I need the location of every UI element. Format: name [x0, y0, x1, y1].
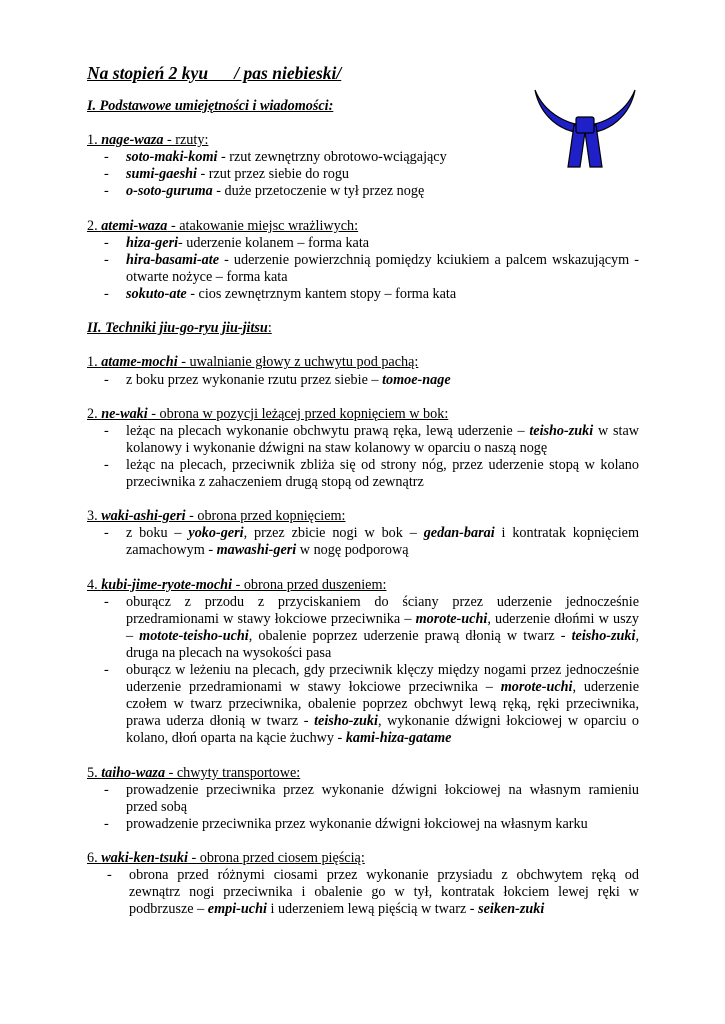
technique-term: yoko-geri [188, 525, 244, 542]
item-text: oburącz w leżeniu na plecach, gdy przeciwnik klęczy między nogami przez jednocześnie uderzenie przedramionami w stawy łokciowe przeciwnika – [126, 662, 639, 696]
technique-group [87, 577, 639, 748]
group-term: waki-ken-tsuki [101, 850, 188, 867]
bullet-dash-icon: - [104, 286, 109, 303]
technique-list [87, 372, 639, 389]
item-text: - rzut zewnętrzny obrotowo-wciągający [217, 149, 447, 166]
technique-term: teisho-zuki [314, 713, 378, 730]
bullet-dash-icon: - [104, 525, 109, 542]
bullet-dash-icon: - [104, 371, 109, 388]
item-text: , druga na plecach na wysokości pasa [126, 627, 640, 661]
technique-term: tomoe-nage [382, 371, 451, 388]
item-text: i kontratak kopnięciem zamachowym - [126, 525, 639, 559]
bullet-dash-icon: - [107, 867, 112, 884]
bullet-dash-icon: - [104, 815, 109, 832]
group-number: 5. [87, 764, 102, 781]
technique-term: gedan-barai [423, 525, 495, 542]
item-text: , obalenie poprzez uderzenie prawą dłonią w twarz - [248, 627, 572, 644]
technique-list [87, 525, 639, 559]
technique-list [87, 867, 639, 918]
technique-list [87, 423, 639, 491]
group-number: 2. [87, 405, 102, 422]
bullet-dash-icon: - [104, 234, 109, 251]
group-description: - rzuty: [163, 132, 209, 149]
list-item [87, 252, 639, 286]
group-heading [87, 354, 639, 371]
list-item [87, 166, 639, 183]
item-text: - cios zewnętrznym kantem stopy – forma kata [186, 286, 457, 303]
group-description: - chwyty transportowe: [165, 764, 301, 781]
item-text: prowadzenie przeciwnika przez wykonanie dźwigni łokciowej na własnym ramieniu przed sobą [126, 781, 639, 815]
list-item [87, 149, 639, 166]
technique-group [87, 508, 639, 559]
section-heading-1: I. Podstawowe umiejętności i wiadomości: [87, 98, 334, 114]
technique-list [87, 149, 639, 200]
list-item [87, 525, 639, 559]
technique-term: teisho-zuki [529, 422, 594, 439]
group-description: - obrona w pozycji leżącej przed kopnięciem w bok: [147, 405, 449, 422]
bullet-dash-icon: - [104, 166, 109, 183]
list-item [87, 594, 639, 662]
list-item [87, 183, 639, 200]
list-item [87, 816, 639, 833]
list-item [87, 782, 639, 816]
group-description: - obrona przed ciosem pięścią: [187, 850, 365, 867]
group-number: 6. [87, 850, 102, 867]
item-text: , uderzenie czołem w twarz przeciwnika, obalenie poprzez obchwyt lewą ręką, ręki przeciwnika, prawa uderza dłonią w twarz - [126, 679, 640, 730]
technique-term: teisho-zuki [571, 627, 636, 644]
item-text: i uderzeniem lewą pięścią w twarz - [266, 901, 479, 918]
technique-term: motote-teisho-uchi [139, 627, 249, 644]
item-text: - rzut przez siebie do rogu [196, 166, 350, 183]
group-number: 3. [87, 508, 102, 525]
item-text: z boku przez wykonanie rzutu przez siebie – [126, 371, 383, 388]
group-term: ne-waki [101, 405, 148, 422]
item-text: , przez zbicie nogi w bok – [243, 525, 424, 542]
item-text: obrona przed różnymi ciosami przez wykonanie przysiadu z obchwytem ręką od zewnątrz nogi przeciwnika i obalenie go w tył, kontratak łokciem lewej ręki w podbrzusze – [129, 867, 639, 918]
group-heading [87, 406, 639, 423]
group-number: 1. [87, 132, 102, 149]
bullet-dash-icon: - [104, 662, 109, 679]
group-description: - obrona przed kopnięciem: [185, 508, 346, 525]
list-item [87, 286, 639, 303]
bullet-dash-icon: - [104, 183, 109, 200]
group-heading [87, 218, 639, 235]
technique-term: sumi-gaeshi [126, 166, 197, 183]
group-heading [87, 132, 639, 149]
group-heading [87, 765, 639, 782]
group-term: nage-waza [101, 132, 164, 149]
bullet-dash-icon: - [104, 149, 109, 166]
item-text: , uderzenie dłońmi w uszy – [126, 610, 640, 644]
item-text: oburącz z przodu z przyciskaniem do ściany przez uderzenie jednocześnie przedramionami w stawy łokciowe przeciwnika – [126, 593, 639, 627]
item-text: - duże przetoczenie w tył przez nogę [212, 183, 425, 200]
group-heading [87, 850, 639, 867]
list-item [87, 235, 639, 252]
item-text: w nogę podporową [296, 542, 409, 559]
bullet-dash-icon: - [104, 422, 109, 439]
group-number: 1. [87, 354, 102, 371]
technique-term: empi-uchi [207, 901, 267, 918]
technique-group [87, 406, 639, 491]
technique-term: hira-basami-ate [126, 251, 220, 268]
item-text: - uderzenie powierzchnią pomiędzy kciukiem a palcem wskazującym -otwarte nożyce – forma kata [126, 251, 639, 285]
list-item [87, 867, 639, 918]
group-number: 2. [87, 217, 102, 234]
bullet-dash-icon: - [104, 781, 109, 798]
item-text: prowadzenie przeciwnika przez wykonanie dźwigni łokciowej na własnym karku [126, 815, 588, 832]
technique-term: hiza-geri [126, 234, 179, 251]
bullet-dash-icon: - [104, 251, 109, 268]
technique-list [87, 594, 639, 748]
group-term: waki-ashi-geri [101, 508, 186, 525]
technique-list [87, 782, 639, 833]
technique-list [87, 235, 639, 303]
technique-term: morote-uchi [500, 679, 573, 696]
group-number: 4. [87, 576, 102, 593]
content-body [87, 98, 639, 936]
technique-group [87, 218, 639, 303]
page-title: Na stopień 2 kyu / pas niebieski/ [87, 63, 342, 83]
group-term: kubi-jime-ryote-mochi [101, 576, 233, 593]
item-text: - uderzenie kolanem – forma kata [178, 234, 370, 251]
item-text: z boku – [126, 525, 189, 542]
group-heading [87, 577, 639, 594]
group-heading [87, 508, 639, 525]
item-text: leżąc na plecach wykonanie obchwytu prawą ręka, lewą uderzenie – [126, 422, 530, 439]
technique-term: mawashi-geri [216, 542, 297, 559]
technique-group [87, 354, 639, 388]
technique-term: soto-maki-komi [126, 149, 218, 166]
list-item [87, 423, 639, 457]
technique-term: kami-hiza-gatame [345, 730, 452, 747]
group-description: - uwalnianie głowy z uchwytu pod pachą: [177, 354, 419, 371]
technique-term: o-soto-guruma [126, 183, 213, 200]
item-text: leżąc na plecach, przeciwnik zbliża się od strony nóg, przez uderzenie stopą w kolano przeciwnika z zahaczeniem drugą stopą od zewnątrz [126, 456, 639, 491]
group-description: - obrona przed duszeniem: [232, 576, 387, 593]
bullet-dash-icon: - [104, 593, 109, 610]
section-heading-2: II. Techniki jiu-go-ryu jiu-jitsu: [87, 320, 272, 337]
technique-group [87, 850, 639, 918]
group-term: atame-mochi [101, 354, 178, 371]
item-text: , wykonanie dźwigni łokciowej w oparciu o kolano, dłoń oparta na kącie żuchwy - [126, 713, 639, 747]
group-description: - atakowanie miejsc wrażliwych: [167, 217, 359, 234]
technique-term: seiken-zuki [478, 901, 545, 918]
technique-term: morote-uchi [415, 610, 488, 627]
bullet-dash-icon: - [104, 456, 109, 473]
technique-group [87, 765, 639, 833]
list-item [87, 662, 639, 747]
group-term: atemi-waza [101, 217, 168, 234]
technique-term: sokuto-ate [126, 286, 187, 303]
technique-group [87, 132, 639, 200]
list-item [87, 372, 639, 389]
item-text: w staw kolanowy i wykonanie dźwigni na staw kolanowy w oparciu o naszą nogę [126, 422, 639, 456]
list-item [87, 457, 639, 491]
group-term: taiho-waza [101, 764, 166, 781]
